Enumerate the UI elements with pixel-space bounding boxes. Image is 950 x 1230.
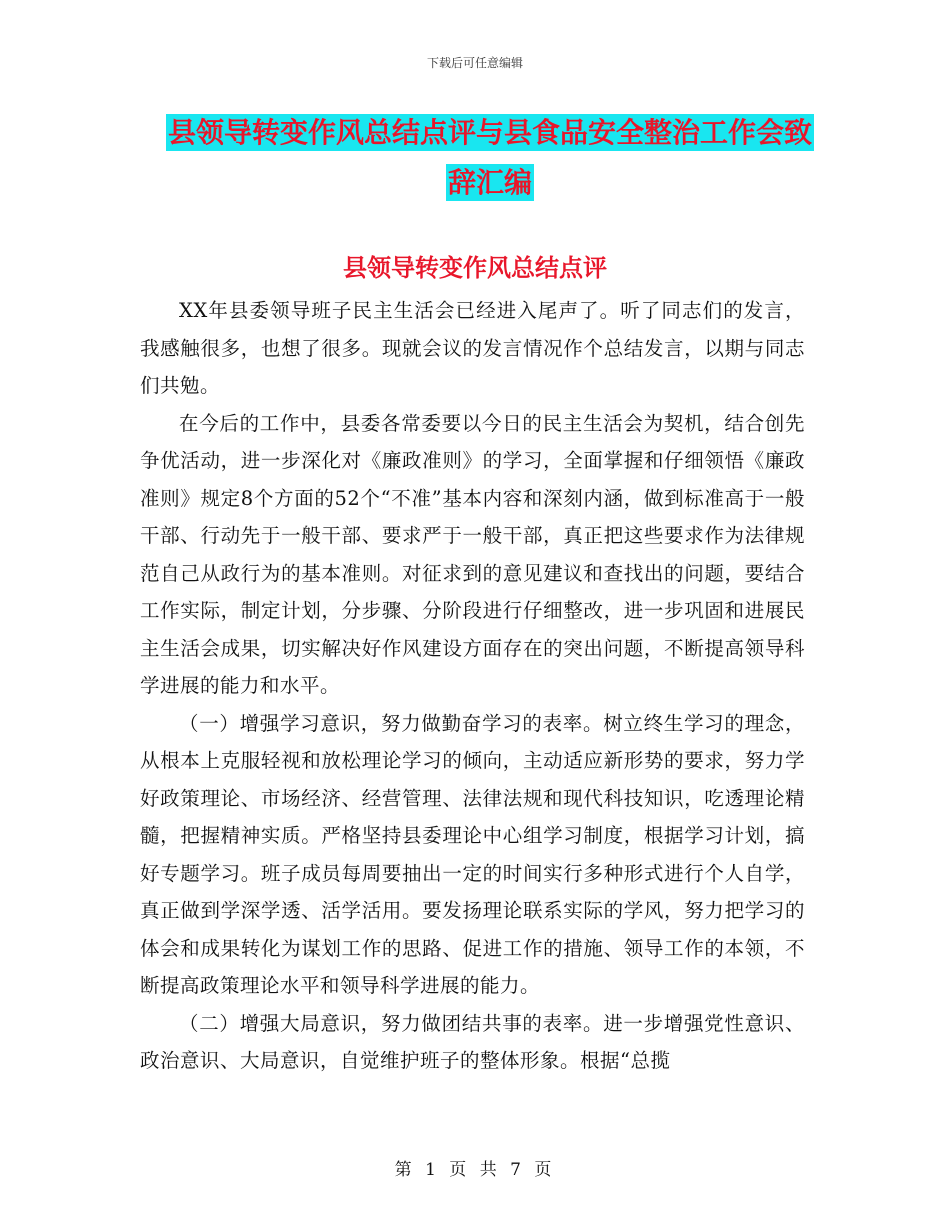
document-title: [140, 108, 840, 208]
paragraph-3: （一）增强学习意识，努力做勤奋学习的表率。树立终生学习的理念，从根本上克服轻视和放松理论学习的倾向，主动适应新形势的要求，努力学好政策理论、市场经济、经营管理、法律法规和现代科技知识，吃透理论精髓，把握精神实质。严格坚持县委理论中心组学习制度，根据学习计划，搞好专题学习。班子成员每周要抽出一定的时间实行多种形式进行个人自学，真正做到学深学透、活学活用。要发扬理论联系实际的学风，努力把学习的体会和成果转化为谋划工作的思路、促进工作的措施、领导工作的本领，不断提高政策理论水平和领导科学进展的能力。: [140, 711, 805, 997]
document-body: [140, 292, 805, 1080]
document-title-line-2: 辞汇编: [447, 166, 532, 199]
paragraph-4: （二）增强大局意识，努力做团结共事的表率。进一步增强党性意识、政治意识、大局意识，自觉维护班子的整体形象。根据“总揽: [140, 1011, 805, 1072]
paragraph-2: 在今后的工作中，县委各常委要以今日的民主生活会为契机，结合创先争优活动，进一步深化对《廉政准则》的学习，全面掌握和仔细领悟《廉政准则》规定8个方面的52个“不准”基本内容和深刻内涵，做到标准高于一般干部、行动先于一般干部、要求严于一般干部，真正把这些要求作为法律规范自己从政行为的基本准则。对征求到的意见建议和查找出的问题，要结合工作实际，制定计划，分步骤、分阶段进行仔细整改，进一步巩固和进展民主生活会成果，切实解决好作风建设方面存在的突出问题，不断提高领导科学进展的能力和水平。: [140, 411, 805, 697]
page-header-note: 下载后可任意编辑: [426, 56, 523, 70]
section-title: 县领导转变作风总结点评: [343, 254, 607, 282]
document-title-line-1: 县领导转变作风总结点评与县食品安全整治工作会致: [167, 116, 812, 149]
paragraph-1: XX年县委领导班子民主生活会已经进入尾声了。听了同志们的发言，我感触很多，也想了很多。现就会议的发言情况作个总结发言，以期与同志们共勉。: [140, 299, 805, 397]
page-number: 第 1 页 共 7 页: [394, 1160, 556, 1180]
